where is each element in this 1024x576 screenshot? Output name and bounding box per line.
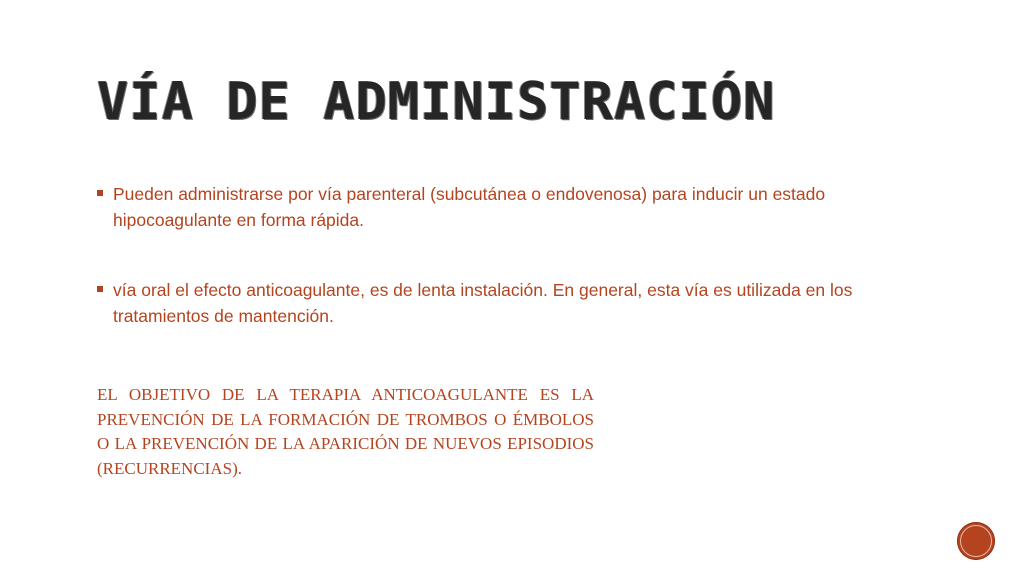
slide-title: VÍA DE ADMINISTRACIÓN bbox=[97, 72, 776, 132]
bullet-item bbox=[97, 277, 917, 329]
square-bullet-icon bbox=[97, 286, 103, 292]
bullet-text: vía oral el efecto anticoagulante, es de lenta instalación. En general, esta vía es utilizada en los tratamientos de mantención. bbox=[113, 280, 853, 326]
page-number-badge bbox=[957, 522, 995, 560]
title-block bbox=[97, 74, 897, 131]
bullet-list bbox=[97, 181, 917, 373]
bullet-item bbox=[97, 181, 917, 233]
square-bullet-icon bbox=[97, 190, 103, 196]
objective-paragraph: EL OBJETIVO DE LA TERAPIA ANTICOAGULANTE ES LA PREVENCIÓN DE LA FORMACIÓN DE TROMBOS O ÉMBOLOS O LA PREVENCIÓN DE LA APARICIÓN DE NUEVOS EPISODIOS (RECURRENCIAS). bbox=[97, 385, 594, 478]
page-number-ring-icon bbox=[960, 525, 992, 557]
bullet-text: Pueden administrarse por vía parenteral (subcutánea o endovenosa) para inducir un estado hipocoagulante en forma rápida. bbox=[113, 184, 826, 230]
